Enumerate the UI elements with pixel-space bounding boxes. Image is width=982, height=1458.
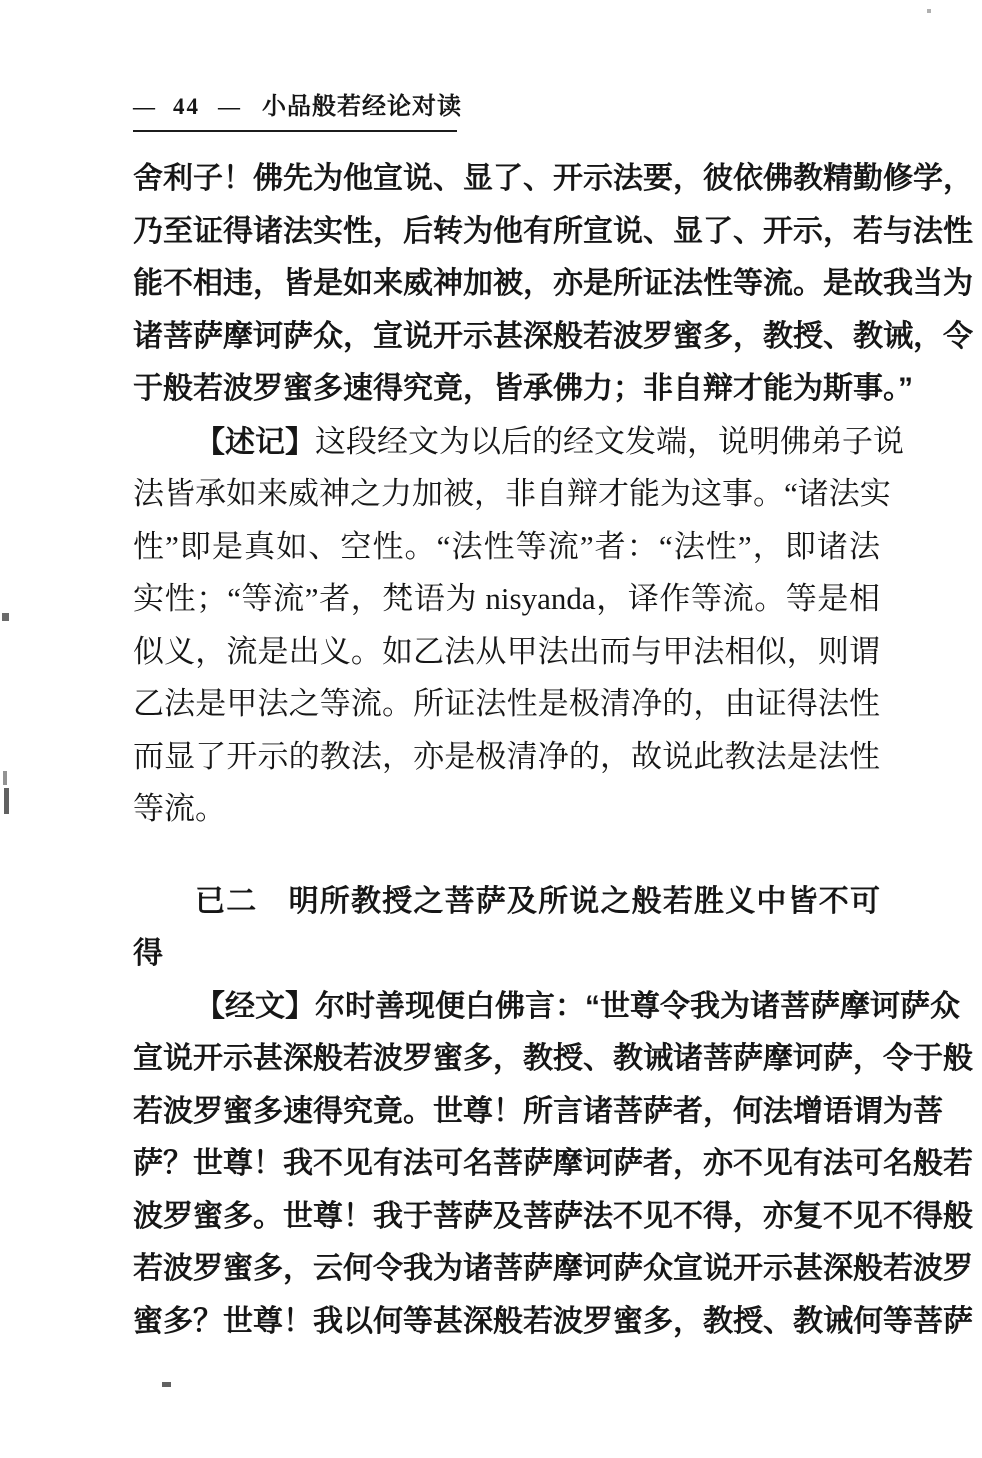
scan-artifact	[162, 1382, 171, 1387]
bracket-label: 【述记】	[195, 425, 315, 459]
text-line: 等流。	[133, 791, 226, 826]
text-line: 实性；“等流”者，梵语为 nisyanda，译作等流。等是相	[133, 581, 880, 616]
text-line: 而显了开示的教法，亦是极清净的，故说此教法是法性	[133, 738, 880, 774]
text-line: 法皆承如来威神之力加被，非自辩才能为这事。“诸法实	[133, 476, 891, 511]
text-line: 乙法是甲法之等流。所证法性是极清净的，由证得法性	[133, 686, 880, 721]
running-header	[133, 86, 462, 132]
sutra-text-paragraph	[133, 981, 973, 1349]
text-line: 于般若波罗蜜多速得究竟，皆承佛力；非自辩才能为斯事。”	[133, 372, 913, 405]
text-line: 能不相违，皆是如来威神加被，亦是所证法性等流。是故我当为	[133, 267, 973, 300]
book-title: 小品般若经论对读	[262, 94, 462, 120]
header-right-dash: —	[218, 94, 240, 119]
text-line: 似义，流是出义。如乙法从甲法出而与甲法相似，则谓	[133, 633, 880, 669]
text-line: 诸菩萨摩诃萨众，宣说开示甚深般若波罗蜜多，教授、教诫，令	[133, 319, 973, 353]
header-left-dash: —	[133, 94, 155, 119]
text-line: 【经文】尔时善现便白佛言：“世尊令我为诸菩萨摩诃萨众	[195, 989, 960, 1023]
text-line: 蜜多？世尊！我以何等甚深般若波罗蜜多，教授、教诫何等菩萨	[133, 1304, 973, 1338]
text-line: 波罗蜜多。世尊！我于菩萨及菩萨法不见不得，亦复不见不得般	[133, 1199, 973, 1233]
text-line: 得	[133, 937, 163, 970]
text-line: 若波罗蜜多，云何令我为诸菩萨摩诃萨众宣说开示甚深般若波罗	[133, 1252, 973, 1285]
text-line: 舍利子！佛先为他宣说、显了、开示法要，彼依佛教精勤修学，	[133, 162, 973, 195]
text-line: 乃至证得诸法实性，后转为他有所宣说、显了、开示，若与法性	[133, 214, 973, 248]
text-line: 若波罗蜜多速得究竟。世尊！所言诸菩萨者，何法增语谓为菩	[133, 1094, 943, 1128]
text-line: 【述记】这段经文为以后的经文发端，说明佛弟子说	[195, 423, 904, 459]
scan-artifact	[927, 9, 931, 13]
scan-artifact	[4, 788, 9, 814]
bracket-label: 【经文】	[195, 989, 315, 1023]
commentary-paragraph	[133, 416, 904, 836]
section-heading	[133, 876, 880, 981]
text-column	[133, 153, 973, 1348]
sutra-quote-paragraph	[133, 153, 973, 416]
text-line: 萨？世尊！我不见有法可名菩萨摩诃萨者，亦不见有法可名般若	[133, 1147, 973, 1180]
text-line: 宣说开示甚深般若波罗蜜多，教授、教诫诸菩萨摩诃萨，令于般	[133, 1042, 973, 1075]
scan-artifact	[3, 771, 7, 785]
page-number: 44	[173, 94, 200, 119]
text-line: 已二 明所教授之菩萨及所说之般若胜义中皆不可	[195, 884, 880, 918]
text-line: 性”即是真如、空性。“法性等流”者：“法性”，即诸法	[133, 528, 880, 564]
scan-artifact	[2, 613, 9, 621]
